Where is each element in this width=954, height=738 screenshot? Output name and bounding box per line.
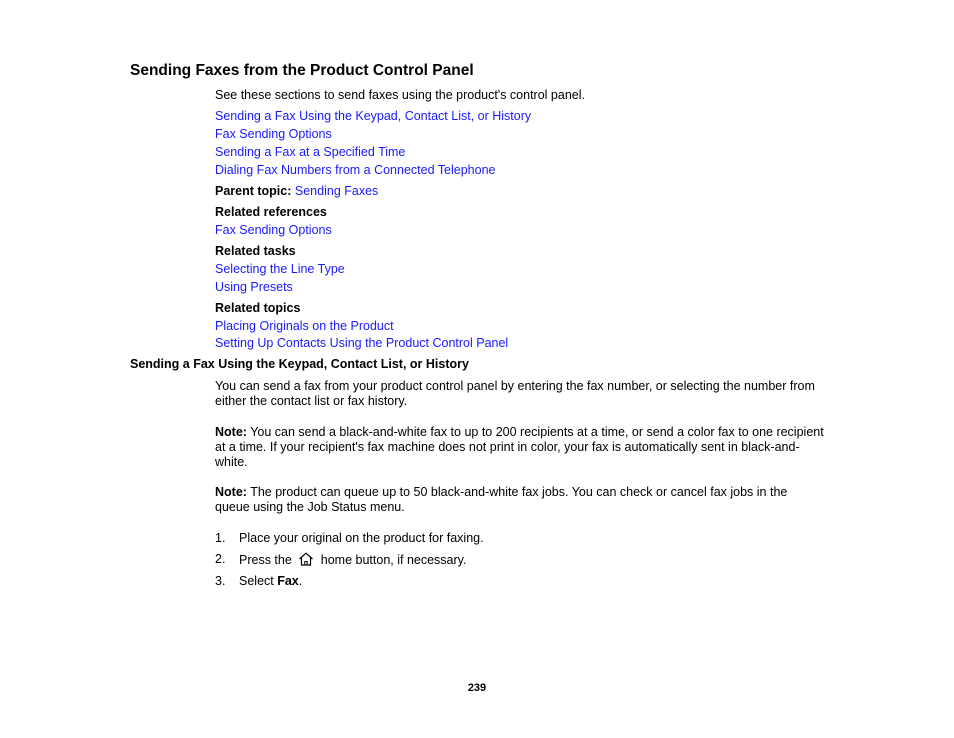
link-placing-originals[interactable]: Placing Originals on the Product (215, 319, 394, 333)
note-text: You can send a black-and-white fax to up to 200 recipients at a time, or send a color fax to one recipient at a time. If your recipient's fax machine does not print in color, your fax is automatically sent in black-and-white. (215, 425, 824, 469)
note-label: Note: (215, 425, 247, 439)
step-number: 3. (215, 574, 226, 588)
step-number: 1. (215, 531, 226, 545)
link-selecting-line-type[interactable]: Selecting the Line Type (215, 262, 345, 276)
step-number: 2. (215, 552, 226, 566)
related-tasks-label: Related tasks (215, 244, 296, 258)
note-recipients (215, 425, 825, 470)
parent-topic (215, 184, 378, 199)
page-title: Sending Faxes from the Product Control Panel (130, 62, 474, 79)
related-references-label: Related references (215, 205, 327, 219)
note-label: Note: (215, 485, 247, 499)
link-sending-faxes[interactable]: Sending Faxes (294, 184, 379, 198)
step-text-after: home button, if necessary. (320, 553, 467, 567)
step-1 (215, 531, 484, 545)
link-using-presets[interactable]: Using Presets (215, 280, 293, 294)
subsection-title: Sending a Fax Using the Keypad, Contact List, or History (130, 357, 469, 371)
step-text-before: Select (239, 574, 278, 588)
step-text-after: . (298, 574, 303, 588)
page-number: 239 (467, 682, 487, 694)
step-2 (215, 552, 466, 567)
link-sending-fax-specified-time[interactable]: Sending a Fax at a Specified Time (215, 145, 406, 159)
step-text-before: Press the (239, 553, 292, 567)
link-sending-fax-keypad[interactable]: Sending a Fax Using the Keypad, Contact List, or History (215, 109, 532, 123)
step-3 (215, 574, 302, 588)
intro-text: See these sections to send faxes using the product's control panel. (215, 88, 585, 102)
note-text: The product can queue up to 50 black-and-white fax jobs. You can check or cancel fax jobs in the queue using the Job Status menu. (215, 485, 788, 514)
subsection-paragraph: You can send a fax from your product control panel by entering the fax number, or selecting the number from either the contact list or fax history. (215, 379, 815, 408)
step-text: Place your original on the product for faxing. (239, 531, 484, 545)
related-topics-label: Related topics (215, 301, 301, 315)
note-queue (215, 485, 825, 515)
link-dialing-fax-numbers[interactable]: Dialing Fax Numbers from a Connected Telephone (215, 163, 496, 177)
link-setting-up-contacts[interactable]: Setting Up Contacts Using the Product Control Panel (215, 336, 509, 350)
home-icon (298, 552, 314, 566)
link-related-fax-sending-options[interactable]: Fax Sending Options (215, 223, 332, 237)
step-text-bold: Fax (277, 574, 299, 588)
link-fax-sending-options[interactable]: Fax Sending Options (215, 127, 332, 141)
parent-topic-label: Parent topic: (215, 184, 292, 198)
